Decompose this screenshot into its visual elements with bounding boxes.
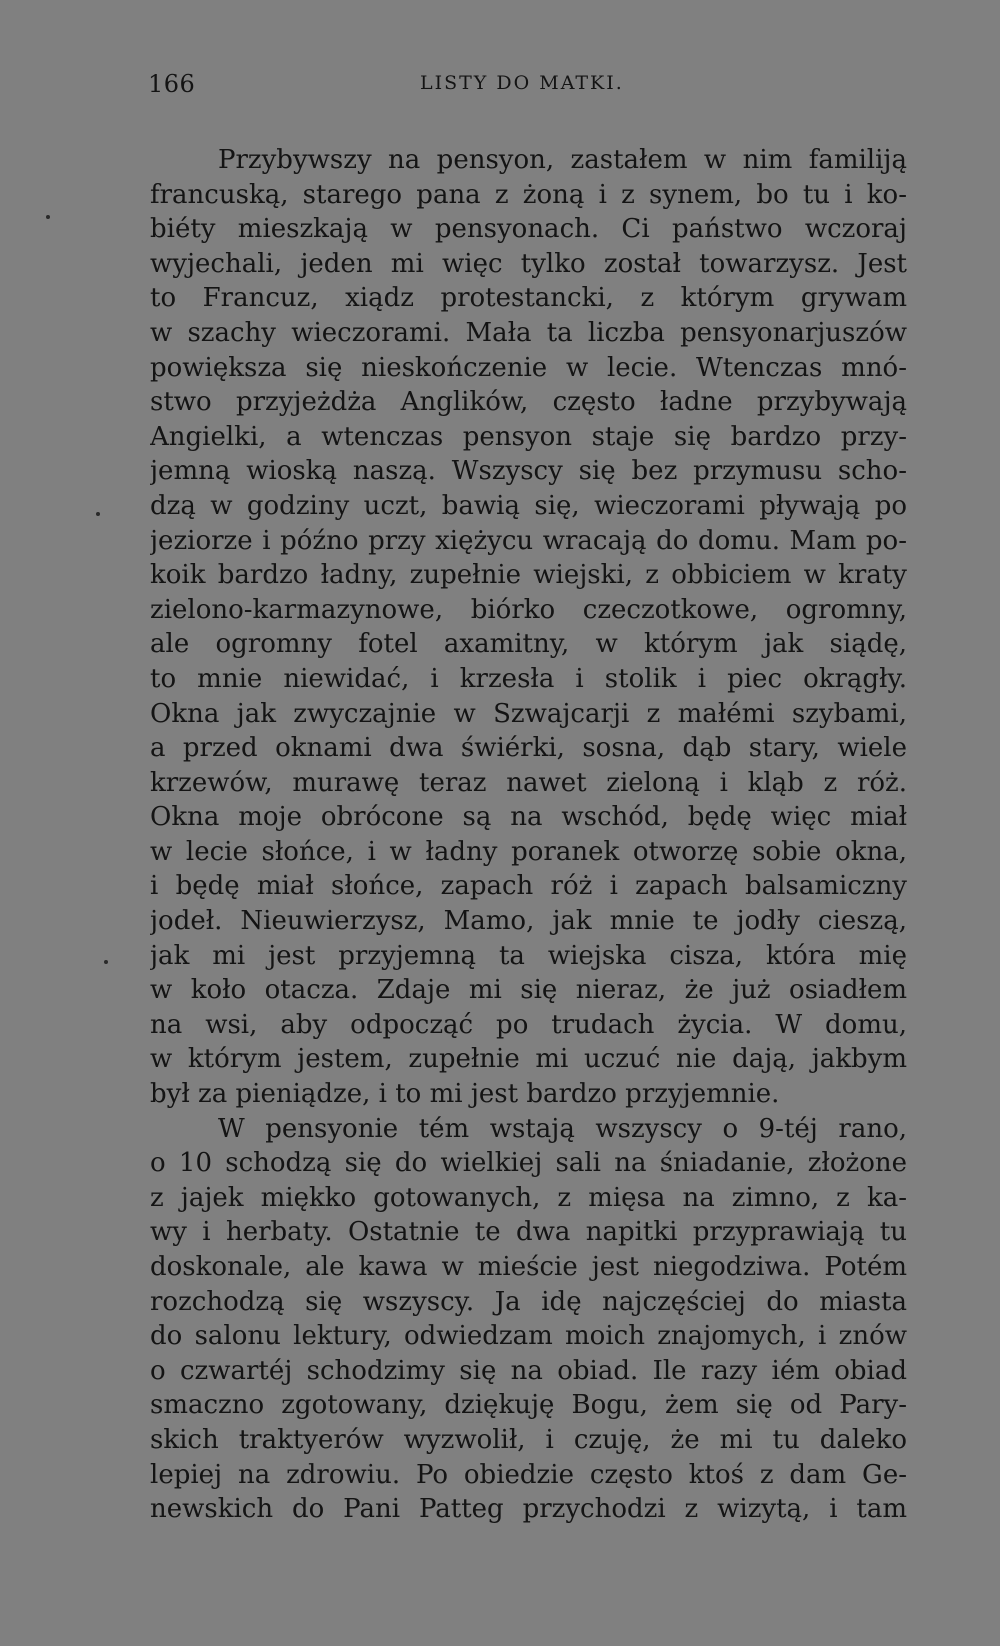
text-line: ale ogromny fotel axamitny, w którym jak siądę, [150, 629, 907, 660]
text-line: newskich do Pani Patteg przychodzi z wizytą, i tam [150, 1494, 907, 1525]
text-line: krzewów, murawę teraz nawet zieloną i kląb z róż. [150, 767, 907, 798]
text-line: był za pieniądze, i to mi jest bardzo przyjemnie. [150, 1079, 780, 1110]
running-header: LISTY DO MATKI. [420, 72, 624, 94]
text-line: lepiej na zdrowiu. Po obiedzie często ktoś z dam Ge- [150, 1459, 907, 1490]
text-line: a przed oknami dwa świérki, sosna, dąb stary, wiele [150, 733, 907, 764]
text-line: wyjechali, jeden mi więc tylko został towarzysz. Jest [150, 248, 907, 279]
text-line: to mnie niewidać, i krzesła i stolik i piec okrągły. [150, 663, 907, 694]
text-line: doskonale, ale kawa w mieście jest niegodziwa. Potém [150, 1252, 907, 1282]
text-line: w koło otacza. Zdaje mi się nieraz, że już osiadłem [150, 975, 907, 1006]
body-text [150, 143, 907, 1527]
text-line: smaczno zgotowany, dziękuję Bogu, żem się od Pary- [150, 1390, 907, 1421]
text-line: na wsi, aby odpocząć po trudach życia. W domu, [150, 1009, 907, 1040]
text-line: to Francuz, xiądz protestancki, z którym grywam [150, 283, 907, 314]
text-line: stwo przyjeżdża Anglików, często ładne przybywają [150, 387, 907, 418]
text-line: jak mi jest przyjemną ta wiejska cisza, która mię [150, 940, 907, 971]
text-line: w lecie słońce, i w ładny poranek otworzę sobie okna, [150, 836, 907, 867]
text-line: o 10 schodzą się do wielkiej sali na śniadanie, złożone [150, 1148, 907, 1179]
text-line: Okna moje obrócone są na wschód, będę więc miał [150, 802, 907, 833]
print-speck [96, 512, 100, 516]
text-line: Angielki, a wtenczas pensyon staje się bardzo przy- [150, 421, 907, 452]
text-line: w którym jestem, zupełnie mi uczuć nie dają, jakbym [150, 1044, 907, 1075]
text-line: do salonu lektury, odwiedzam moich znajomych, i znów [150, 1321, 907, 1352]
text-line: i będę miał słońce, zapach róż i zapach balsamiczny [150, 871, 907, 902]
text-line: Okna jak zwyczajnie w Szwajcarji z małémi szybami, [150, 698, 907, 729]
text-line: koik bardzo ładny, zupełnie wiejski, z obbiciem w kraty [150, 560, 907, 591]
text-line: Przybywszy na pensyon, zastałem w nim familiją [218, 145, 907, 175]
text-line: o czwartéj schodzimy się na obiad. Ile razy iém obiad [150, 1355, 907, 1386]
text-line: francuską, starego pana z żoną i z synem, bo tu i ko- [150, 179, 907, 210]
text-line: zielono-karmazynowe, biórko czeczotkowe, ogromny, [150, 594, 907, 625]
text-line: biéty mieszkają w pensyonach. Ci państwo wczoraj [150, 214, 907, 245]
text-line: z jajek miękko gotowanych, z mięsa na zimno, z ka- [150, 1182, 907, 1213]
text-line: jeziorze i późno przy xiężycu wracają do domu. Mam po- [150, 525, 907, 556]
text-line: powiększa się nieskończenie w lecie. Wtenczas mnó- [150, 352, 907, 383]
text-line: wy i herbaty. Ostatnie te dwa napitki przyprawiają tu [150, 1217, 907, 1248]
text-line: skich traktyerów wyzwolił, i czuję, że mi tu daleko [150, 1424, 907, 1455]
text-line: dzą w godziny uczt, bawią się, wieczorami pływają po [150, 490, 907, 521]
text-line: w szachy wieczorami. Mała ta liczba pensyonarjuszów [150, 317, 907, 348]
text-line: rozchodzą się wszyscy. Ja idę najczęściej do miasta [150, 1286, 907, 1317]
text-line: jemną wioską naszą. Wszyscy się bez przymusu scho- [150, 456, 907, 487]
text-line: jodeł. Nieuwierzysz, Mamo, jak mnie te jodły cieszą, [150, 906, 907, 937]
print-speck [104, 960, 108, 964]
text-line: W pensyonie tém wstają wszyscy o 9-téj rano, [218, 1113, 907, 1144]
print-speck [46, 215, 50, 219]
page-number: 166 [148, 70, 196, 98]
